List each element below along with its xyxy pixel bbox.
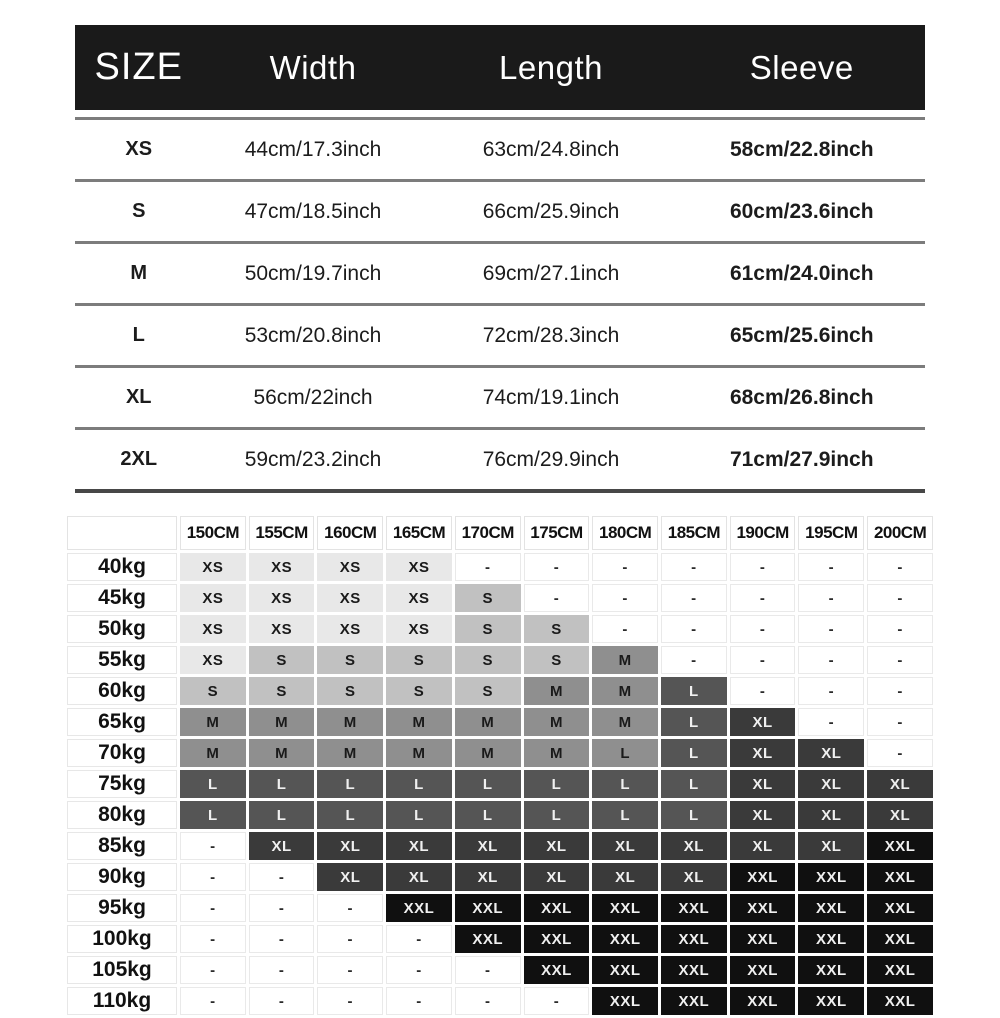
fit-cell: - <box>180 894 246 922</box>
fit-cell: - <box>455 987 521 1015</box>
size-sleeve-value: 71cm/27.9inch <box>729 447 874 471</box>
fit-cell: - <box>249 925 315 953</box>
fit-cell: XXL <box>798 987 864 1015</box>
fit-cell: XL <box>592 832 658 860</box>
fit-cell: - <box>798 646 864 674</box>
fit-cell: M <box>180 708 246 736</box>
fit-cell: S <box>180 677 246 705</box>
fit-cell: S <box>249 646 315 674</box>
size-width-value: 50cm/19.7inch <box>244 261 382 285</box>
fit-cell: - <box>455 956 521 984</box>
fit-cell: XS <box>180 615 246 643</box>
fit-cell: M <box>180 739 246 767</box>
size-size-value: L <box>132 324 145 346</box>
fit-cell: XXL <box>592 925 658 953</box>
size-table-row <box>75 244 925 306</box>
fit-cell: XXL <box>386 894 452 922</box>
header-size-label: SIZE <box>94 46 183 88</box>
fit-cell: - <box>249 987 315 1015</box>
fit-cell: M <box>386 708 452 736</box>
weight-label: 65kg <box>67 708 177 736</box>
fit-cell: M <box>455 739 521 767</box>
fit-matrix-row <box>67 863 933 891</box>
size-size-value: 2XL <box>120 448 158 470</box>
size-length-value: 76cm/29.9inch <box>482 447 620 471</box>
fit-cell: XL <box>455 863 521 891</box>
fit-cell: S <box>317 646 383 674</box>
size-length-value: 66cm/25.9inch <box>482 199 620 223</box>
fit-cell: - <box>867 584 933 612</box>
fit-cell: XS <box>180 646 246 674</box>
height-header: 155CM <box>249 516 315 550</box>
size-size-value: M <box>130 262 148 284</box>
weight-label: 40kg <box>67 553 177 581</box>
weight-label: 60kg <box>67 677 177 705</box>
fit-cell: L <box>249 801 315 829</box>
size-length-value: 69cm/27.1inch <box>482 261 620 285</box>
fit-cell: L <box>592 770 658 798</box>
fit-cell: XS <box>386 615 452 643</box>
fit-cell: - <box>661 646 727 674</box>
fit-cell: M <box>386 739 452 767</box>
fit-cell: XL <box>798 832 864 860</box>
height-header: 185CM <box>661 516 727 550</box>
fit-cell: - <box>661 615 727 643</box>
weight-label: 75kg <box>67 770 177 798</box>
fit-cell: XL <box>661 832 727 860</box>
fit-cell: - <box>524 987 590 1015</box>
fit-cell: L <box>661 677 727 705</box>
height-header: 200CM <box>867 516 933 550</box>
fit-cell: XXL <box>798 894 864 922</box>
fit-cell: S <box>455 646 521 674</box>
fit-cell: L <box>592 801 658 829</box>
fit-cell: - <box>386 925 452 953</box>
height-header: 170CM <box>455 516 521 550</box>
fit-cell: XXL <box>867 894 933 922</box>
fit-cell: - <box>180 987 246 1015</box>
fit-cell: XXL <box>661 956 727 984</box>
fit-cell: XXL <box>661 987 727 1015</box>
fit-cell: L <box>592 739 658 767</box>
height-header: 160CM <box>317 516 383 550</box>
fit-cell: - <box>867 553 933 581</box>
fit-cell: XXL <box>867 956 933 984</box>
fit-cell: S <box>249 677 315 705</box>
fit-matrix-header-row <box>67 516 933 550</box>
fit-cell: - <box>661 553 727 581</box>
fit-cell: - <box>661 584 727 612</box>
fit-cell: - <box>798 615 864 643</box>
fit-cell: XXL <box>730 956 796 984</box>
size-width-value: 44cm/17.3inch <box>244 137 382 161</box>
fit-matrix-row <box>67 770 933 798</box>
fit-cell: - <box>867 708 933 736</box>
fit-cell: - <box>317 894 383 922</box>
size-length-value: 74cm/19.1inch <box>482 385 620 409</box>
fit-cell: L <box>317 801 383 829</box>
fit-cell: XS <box>249 615 315 643</box>
fit-matrix-row <box>67 677 933 705</box>
weight-label: 110kg <box>67 987 177 1015</box>
fit-cell: S <box>455 677 521 705</box>
header-length-label: Length <box>499 48 603 86</box>
fit-cell: XL <box>524 832 590 860</box>
size-sleeve-value: 58cm/22.8inch <box>729 137 874 161</box>
fit-cell: - <box>592 553 658 581</box>
fit-cell: XL <box>730 739 796 767</box>
size-length-value: 72cm/28.3inch <box>482 323 620 347</box>
fit-cell: XXL <box>592 956 658 984</box>
fit-cell: - <box>524 584 590 612</box>
size-width-value: 56cm/22inch <box>253 385 373 409</box>
fit-cell: - <box>180 863 246 891</box>
fit-cell: XXL <box>798 956 864 984</box>
fit-matrix-row <box>67 615 933 643</box>
fit-cell: - <box>730 646 796 674</box>
fit-cell: XL <box>730 832 796 860</box>
fit-matrix-row <box>67 987 933 1015</box>
size-sleeve-value: 68cm/26.8inch <box>729 385 874 409</box>
fit-cell: XXL <box>867 863 933 891</box>
fit-cell: M <box>249 708 315 736</box>
fit-cell: - <box>386 956 452 984</box>
fit-cell: XL <box>798 739 864 767</box>
fit-cell: S <box>386 677 452 705</box>
fit-cell: XXL <box>867 832 933 860</box>
fit-cell: - <box>730 615 796 643</box>
fit-cell: - <box>180 956 246 984</box>
fit-cell: XXL <box>524 956 590 984</box>
fit-cell: XXL <box>730 863 796 891</box>
fit-cell: XL <box>730 708 796 736</box>
fit-cell: L <box>386 770 452 798</box>
fit-cell: XL <box>524 863 590 891</box>
size-size-value: XS <box>125 138 153 160</box>
fit-cell: M <box>592 677 658 705</box>
fit-cell: XXL <box>867 925 933 953</box>
fit-cell: XL <box>455 832 521 860</box>
size-table-row <box>75 306 925 368</box>
size-table-body <box>75 117 925 493</box>
fit-cell: L <box>455 801 521 829</box>
weight-label: 45kg <box>67 584 177 612</box>
fit-cell: S <box>386 646 452 674</box>
fit-cell: M <box>524 708 590 736</box>
fit-cell: - <box>249 956 315 984</box>
header-width-label: Width <box>269 48 357 86</box>
fit-cell: - <box>730 553 796 581</box>
size-size-value: S <box>132 200 146 222</box>
fit-cell: - <box>249 894 315 922</box>
fit-cell: - <box>798 708 864 736</box>
fit-cell: M <box>524 677 590 705</box>
size-table-row <box>75 368 925 430</box>
fit-cell: XXL <box>661 925 727 953</box>
fit-matrix-row <box>67 584 933 612</box>
fit-cell: - <box>867 677 933 705</box>
fit-cell: - <box>455 553 521 581</box>
fit-cell: - <box>798 677 864 705</box>
fit-cell: XL <box>730 770 796 798</box>
fit-cell: XL <box>661 863 727 891</box>
fit-cell: - <box>317 956 383 984</box>
weight-label: 90kg <box>67 863 177 891</box>
fit-matrix-row <box>67 894 933 922</box>
fit-cell: - <box>386 987 452 1015</box>
fit-cell: XXL <box>661 894 727 922</box>
fit-cell: XXL <box>592 987 658 1015</box>
fit-cell: XXL <box>455 925 521 953</box>
height-header: 190CM <box>730 516 796 550</box>
fit-cell: L <box>661 770 727 798</box>
weight-label: 95kg <box>67 894 177 922</box>
size-sleeve-value: 61cm/24.0inch <box>729 261 874 285</box>
fit-matrix-row <box>67 553 933 581</box>
fit-cell: M <box>592 708 658 736</box>
fit-cell: - <box>730 677 796 705</box>
fit-cell: XL <box>730 801 796 829</box>
header-sleeve-label: Sleeve <box>749 48 854 86</box>
fit-cell: XXL <box>524 894 590 922</box>
size-table-row <box>75 182 925 244</box>
fit-cell: XS <box>317 553 383 581</box>
fit-cell: L <box>455 770 521 798</box>
fit-cell: - <box>867 646 933 674</box>
fit-cell: M <box>317 739 383 767</box>
fit-matrix-row <box>67 956 933 984</box>
fit-cell: XXL <box>730 894 796 922</box>
fit-cell: - <box>592 584 658 612</box>
fit-cell: XL <box>592 863 658 891</box>
fit-cell: XS <box>386 584 452 612</box>
weight-label: 80kg <box>67 801 177 829</box>
matrix-corner-cell <box>67 516 177 550</box>
fit-cell: M <box>592 646 658 674</box>
fit-cell: XS <box>317 584 383 612</box>
fit-cell: XS <box>249 553 315 581</box>
fit-cell: L <box>317 770 383 798</box>
fit-cell: XXL <box>455 894 521 922</box>
fit-cell: - <box>524 553 590 581</box>
fit-cell: L <box>180 801 246 829</box>
size-sleeve-value: 65cm/25.6inch <box>729 323 874 347</box>
height-header: 150CM <box>180 516 246 550</box>
fit-cell: L <box>661 708 727 736</box>
fit-cell: XL <box>386 863 452 891</box>
fit-cell: - <box>867 615 933 643</box>
size-table-row <box>75 117 925 182</box>
fit-matrix-row <box>67 739 933 767</box>
size-width-value: 59cm/23.2inch <box>244 447 382 471</box>
fit-matrix-row <box>67 801 933 829</box>
fit-cell: S <box>455 584 521 612</box>
height-header: 175CM <box>524 516 590 550</box>
size-length-value: 63cm/24.8inch <box>482 137 620 161</box>
fit-cell: - <box>317 925 383 953</box>
fit-cell: - <box>592 615 658 643</box>
fit-cell: XS <box>180 584 246 612</box>
size-table-row <box>75 430 925 493</box>
fit-cell: S <box>524 615 590 643</box>
fit-cell: XXL <box>592 894 658 922</box>
fit-cell: L <box>661 801 727 829</box>
fit-cell: L <box>524 801 590 829</box>
fit-cell: XL <box>798 770 864 798</box>
weight-label: 50kg <box>67 615 177 643</box>
fit-cell: XS <box>249 584 315 612</box>
fit-cell: M <box>524 739 590 767</box>
fit-cell: L <box>661 739 727 767</box>
weight-label: 55kg <box>67 646 177 674</box>
weight-label: 100kg <box>67 925 177 953</box>
fit-cell: XXL <box>730 925 796 953</box>
fit-cell: XXL <box>524 925 590 953</box>
size-sleeve-value: 60cm/23.6inch <box>729 199 874 223</box>
fit-cell: XS <box>386 553 452 581</box>
height-header: 165CM <box>386 516 452 550</box>
fit-cell: XXL <box>798 863 864 891</box>
fit-cell: XXL <box>798 925 864 953</box>
fit-matrix-row <box>67 646 933 674</box>
fit-cell: - <box>180 832 246 860</box>
fit-cell: XL <box>317 863 383 891</box>
fit-cell: - <box>798 553 864 581</box>
height-header: 180CM <box>592 516 658 550</box>
fit-cell: XS <box>180 553 246 581</box>
fit-cell: XS <box>317 615 383 643</box>
height-header: 195CM <box>798 516 864 550</box>
fit-cell: S <box>524 646 590 674</box>
fit-matrix-row <box>67 832 933 860</box>
fit-cell: - <box>317 987 383 1015</box>
fit-cell: M <box>317 708 383 736</box>
fit-cell: - <box>180 925 246 953</box>
fit-cell: XL <box>386 832 452 860</box>
size-width-value: 53cm/20.8inch <box>244 323 382 347</box>
fit-cell: XXL <box>730 987 796 1015</box>
fit-cell: XL <box>317 832 383 860</box>
fit-cell: L <box>180 770 246 798</box>
fit-cell: XL <box>249 832 315 860</box>
size-width-value: 47cm/18.5inch <box>244 199 382 223</box>
fit-cell: - <box>730 584 796 612</box>
fit-cell: - <box>249 863 315 891</box>
fit-cell: S <box>455 615 521 643</box>
fit-cell: L <box>386 801 452 829</box>
fit-cell: XL <box>798 801 864 829</box>
weight-label: 85kg <box>67 832 177 860</box>
fit-cell: - <box>867 739 933 767</box>
fit-cell: L <box>249 770 315 798</box>
fit-cell: - <box>798 584 864 612</box>
fit-cell: XL <box>867 770 933 798</box>
fit-matrix-table <box>64 513 936 1018</box>
fit-cell: XXL <box>867 987 933 1015</box>
fit-cell: XL <box>867 801 933 829</box>
fit-cell: M <box>249 739 315 767</box>
size-table-header <box>75 25 925 110</box>
fit-cell: S <box>317 677 383 705</box>
fit-matrix-row <box>67 925 933 953</box>
weight-label: 70kg <box>67 739 177 767</box>
size-size-value: XL <box>125 386 152 408</box>
weight-label: 105kg <box>67 956 177 984</box>
fit-matrix-row <box>67 708 933 736</box>
fit-cell: M <box>455 708 521 736</box>
fit-cell: L <box>524 770 590 798</box>
